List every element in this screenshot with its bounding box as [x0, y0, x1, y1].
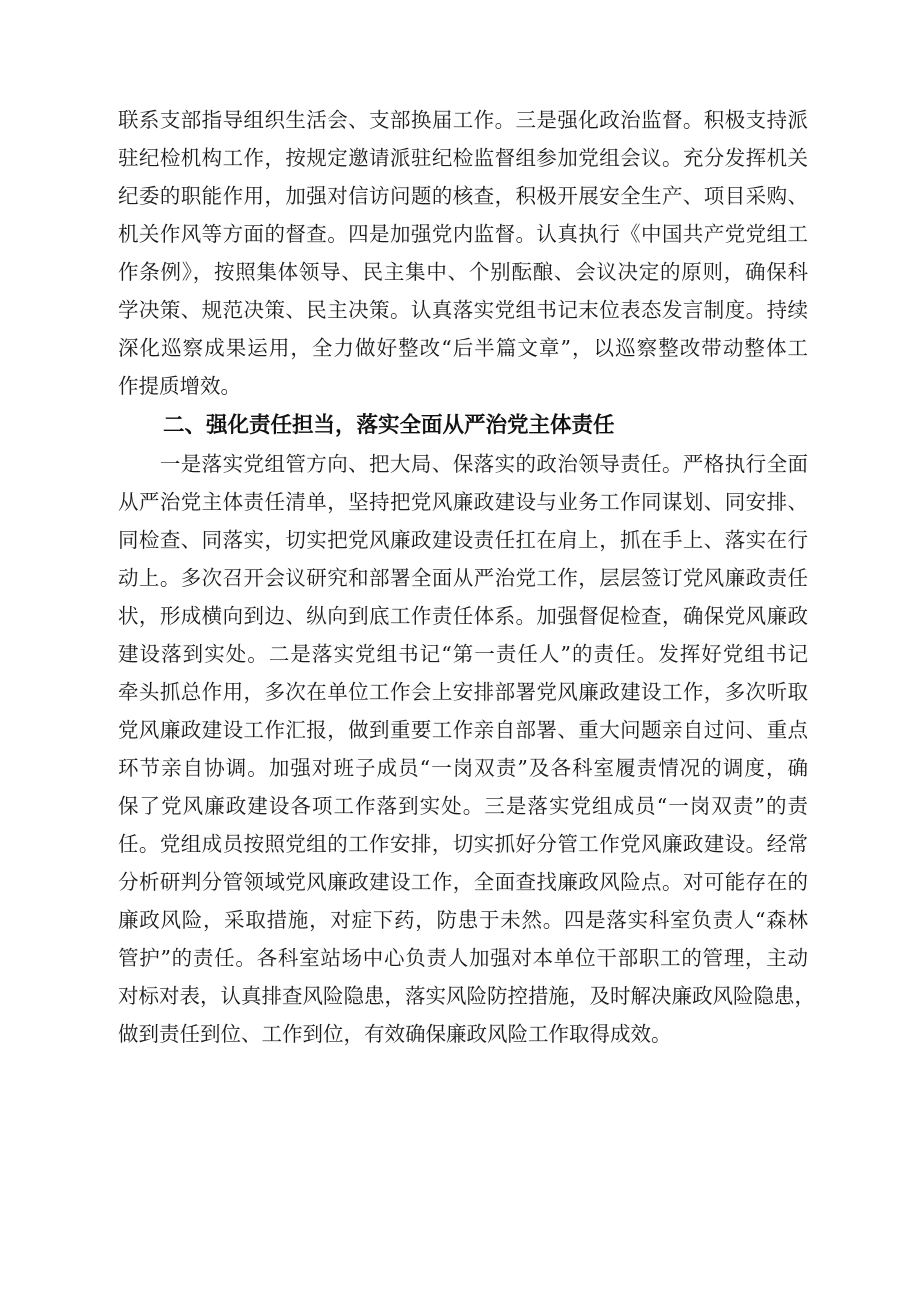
text-line: 建设落到实处。二是落实党组书记“第一责任人”的责任。发挥好党组书记 — [118, 642, 808, 666]
text-line: 深化巡察成果运用，全力做好整改“后半篇文章”，以巡察整改带动整体工 — [118, 336, 808, 360]
text-line: 分析研判分管领域党风廉政建设工作，全面查找廉政风险点。对可能存在的 — [118, 870, 808, 894]
text-line: 环节亲自协调。加强对班子成员“一岗双责”及各科室履责情况的调度，确 — [118, 756, 808, 780]
text-line: 同检查、同落实，切实把党风廉政建设责任扛在肩上，抓在手上、落实在行 — [118, 528, 808, 552]
text-line: 驻纪检机构工作，按规定邀请派驻纪检监督组参加党组会议。充分发挥机关 — [118, 146, 808, 170]
text-line: 管护”的责任。各科室站场中心负责人加强对本单位干部职工的管理，主动 — [118, 946, 808, 970]
text-line: 牵头抓总作用，多次在单位工作会上安排部署党风廉政建设工作，多次听取 — [118, 680, 808, 704]
text-line: 从严治党主体责任清单，坚持把党风廉政建设与业务工作同谋划、同安排、 — [118, 490, 808, 514]
text-line: 纪委的职能作用，加强对信访问题的核查，积极开展安全生产、项目采购、 — [118, 184, 808, 208]
text-line: 廉政风险，采取措施，对症下药，防患于未然。四是落实科室负责人“森林 — [118, 908, 808, 932]
text-line: 作条例》，按照集体领导、民主集中、个别酝酿、会议决定的原则，确保科 — [118, 260, 808, 284]
text-line: 党风廉政建设工作汇报，做到重要工作亲自部署、重大问题亲自过问、重点 — [118, 718, 808, 742]
text-line: 学决策、规范决策、民主决策。认真落实党组书记末位表态发言制度。持续 — [118, 298, 808, 322]
text-line: 机关作风等方面的督查。四是加强党内监督。认真执行《中国共产党党组工 — [118, 222, 808, 246]
text-line: 作提质增效。 — [118, 374, 241, 398]
text-line: 保了党风廉政建设各项工作落到实处。三是落实党组成员“一岗双责”的责 — [118, 794, 808, 818]
text-line: 动上。多次召开会议研究和部署全面从严治党工作，层层签订党风廉政责任 — [118, 566, 808, 590]
section-heading: 二、强化责任担当，落实全面从严治党主体责任 — [163, 413, 615, 438]
text-line: 联系支部指导组织生活会、支部换届工作。三是强化政治监督。积极支持派 — [118, 108, 808, 132]
text-line: 任。党组成员按照党组的工作安排，切实抓好分管工作党风廉政建设。经常 — [118, 832, 808, 856]
text-line: 做到责任到位、工作到位，有效确保廉政风险工作取得成效。 — [118, 1022, 672, 1046]
text-line: 一是落实党组管方向、把大局、保落实的政治领导责任。严格执行全面 — [118, 452, 808, 476]
text-line: 状，形成横向到边、纵向到底工作责任体系。加强督促检查，确保党风廉政 — [118, 604, 808, 628]
text-line: 对标对表，认真排查风险隐患，落实风险防控措施，及时解决廉政风险隐患， — [118, 984, 815, 1008]
